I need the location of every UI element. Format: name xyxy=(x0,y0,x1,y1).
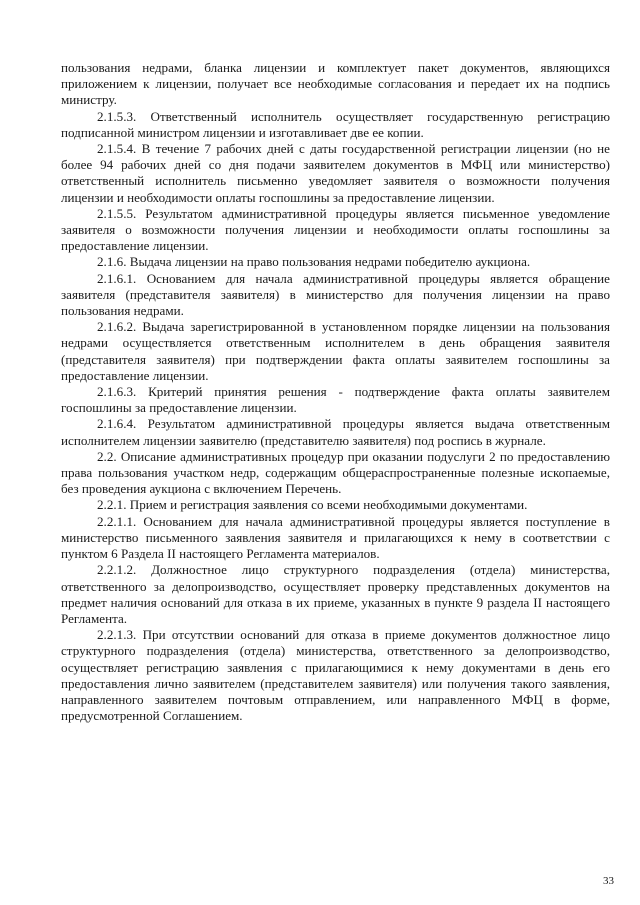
paragraph-2-2-1-3: 2.2.1.3. При отсутствии оснований для отказа в приеме документов должностное лицо структурного подразделения (отдела) министерства, ответственного за делопроизводство, осуществляет регистрацию заявления с прилагающимися к нему документами в день его предоставления лично заявителем (представителем заявителя) или получения такого заявления, направленного заявителем почтовым отправлением, или направленного МФЦ в форме, предусмотренной Соглашением. xyxy=(61,627,610,724)
paragraph-2-1-5-5: 2.1.5.5. Результатом административной процедуры является письменное уведомление заявителя о возможности получения лицензии и необходимости оплаты госпошлины за предоставление лицензии. xyxy=(61,205,610,254)
paragraph-2-1-6-3: 2.1.6.3. Критерий принятия решения - подтверждение факта оплаты заявителем госпошлины за предоставление лицензии. xyxy=(61,384,610,416)
paragraph-2-2-1: 2.2.1. Прием и регистрация заявления со всеми необходимыми документами. xyxy=(97,497,528,513)
paragraph-2-1-6: 2.1.6. Выдача лицензии на право пользования недрами победителю аукциона. xyxy=(97,254,531,270)
paragraph-2-2-1-2: 2.2.1.2. Должностное лицо структурного подразделения (отдела) министерства, ответственного за делопроизводство, осуществляет проверку представленных документов на предмет наличия оснований для отказа в их приеме, указанных в пункте 9 раздела II настоящего Регламента. xyxy=(61,562,610,626)
paragraph-2-1-6-4: 2.1.6.4. Результатом административной процедуры является выдача ответственным исполнителем лицензии заявителю (представителю заявителя) под роспись в журнале. xyxy=(61,416,610,448)
paragraph-2-2: 2.2. Описание административных процедур при оказании подуслуги 2 по предоставлению права пользования участком недр, содержащим общераспространенные полезные ископаемые, без проведения аукциона с включением Перечень. xyxy=(61,448,610,497)
paragraph-2-1-5-4: 2.1.5.4. В течение 7 рабочих дней с даты государственной регистрации лицензии (но не более 94 рабочих дней со дня подачи заявителем документов в МФЦ или министерство) ответственный исполнитель письменно уведомляет заявителя о возможности получения лицензии и необходимости оплаты госпошлины за предоставление лицензии. xyxy=(61,141,610,205)
paragraph-2-1-5-3: 2.1.5.3. Ответственный исполнитель осуществляет государственную регистрацию подписанной министром лицензии и изготавливает две ее копии. xyxy=(61,108,610,140)
paragraph-continuation: пользования недрами, бланка лицензии и комплектует пакет документов, являющихся приложением к лицензии, получает все необходимые согласования и передает их на подпись министру. xyxy=(61,60,610,108)
paragraph-2-2-1-1: 2.2.1.1. Основанием для начала административной процедуры является поступление в министерство письменного заявления заявителя и прилагающихся к нему в соответствии с пунктом 6 Раздела II настоящего Регламента материалов. xyxy=(61,513,610,562)
document-body xyxy=(61,60,610,724)
page-number: 33 xyxy=(603,875,614,887)
paragraph-2-1-6-2: 2.1.6.2. Выдача зарегистрированной в установленном порядке лицензии на пользования недрами осуществляется ответственным исполнителем в день обращения заявителя (представителя заявителя) при подтверждении факта оплаты заявителем госпошлины за предоставление лицензии. xyxy=(61,319,610,383)
paragraph-2-1-6-1: 2.1.6.1. Основанием для начала административной процедуры является обращение заявителя (представителя заявителя) в министерство для получения лицензии на право пользования недрами. xyxy=(61,270,610,319)
